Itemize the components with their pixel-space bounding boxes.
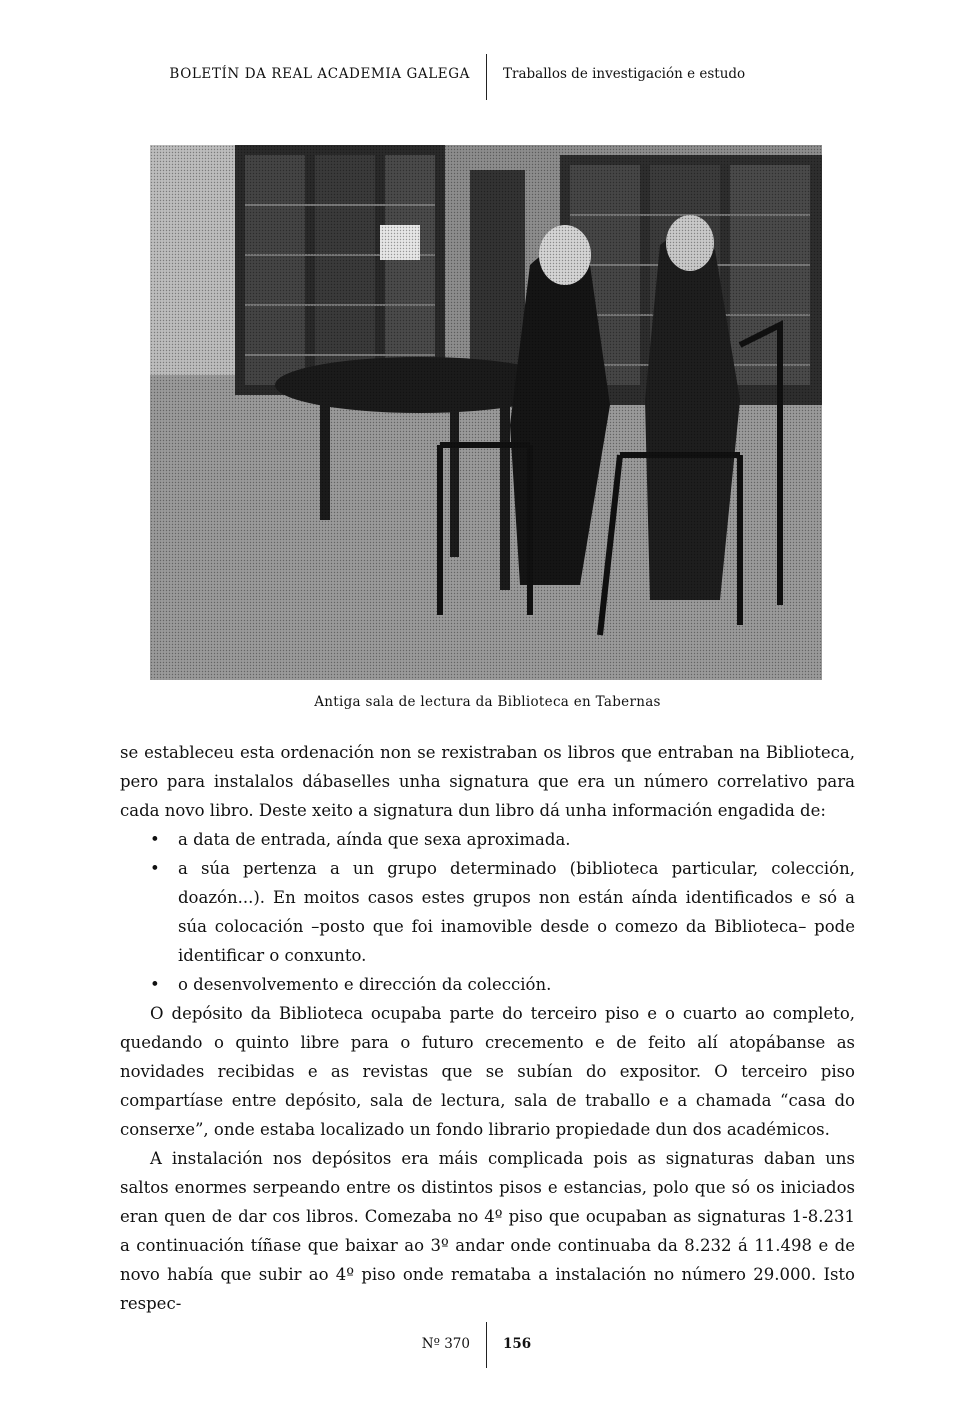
bullet-glyph: • xyxy=(150,859,160,878)
bullet-text-2: a súa pertenza a un grupo determinado (biblioteca particular, colección, doazón...). En moitos casos estes grupos non están aínda identificados e só a súa colocación –posto que foi inamovible desde o comezo da Biblioteca– pode identificar o conxunto. xyxy=(178,859,855,965)
bullet-list xyxy=(120,825,855,999)
header-divider xyxy=(486,54,487,100)
paragraph-2: O depósito da Biblioteca ocupaba parte do terceiro piso e o cuarto ao completo, quedando o quinto libre para o futuro crecemento e de feito alí atopábanse as novidades recibidas e as revistas que se subían do expositor. O terceiro piso compartíase entre depósito, sala de lectura, sala de traballo e a chamada “casa do conserxe”, onde estaba localizado un fondo librario propiedade dun dos académicos. xyxy=(120,1004,855,1139)
journal-title: BOLETÍN DA REAL ACADEMIA GALEGA xyxy=(169,66,470,82)
figure-caption: Antiga sala de lectura da Biblioteca en Tabernas xyxy=(314,694,661,710)
paragraph-3: A instalación nos depósitos era máis complicada pois as signaturas daban uns saltos enormes serpeando entre os distintos pisos e estancias, polo que só os iniciados eran quen de dar cos libros. Comezaba no 4º piso que ocupaban as signaturas 1-8.231 a continuación tíñase que baixar ao 3º andar onde continuaba da 8.232 á 11.498 e de novo había que subir ao 4º piso onde remataba a instalación no número 29.000. Isto respec- xyxy=(120,1149,855,1313)
page-footer xyxy=(0,1322,975,1370)
issue-number: Nº 370 xyxy=(421,1336,470,1352)
bullet-glyph: • xyxy=(150,975,160,994)
library-reading-room-photo xyxy=(150,145,822,680)
bullet-text-1: a data de entrada, aínda que sexa aproximada. xyxy=(178,830,571,849)
bullet-text-3: o desenvolvemento e dirección da colección. xyxy=(178,975,552,994)
bullet-item-3 xyxy=(120,970,855,999)
bullet-glyph: • xyxy=(150,830,160,849)
page-number: 156 xyxy=(503,1336,532,1352)
paragraph-1: se estableceu esta ordenación non se rexistraban os libros que entraban na Biblioteca, pero para instalalos dábaselles unha signatura que era un número correlativo para cada novo libro. Deste xeito a signatura dun libro dá unha información engadida de: xyxy=(120,743,855,820)
bullet-item-1 xyxy=(120,825,855,854)
body-text xyxy=(120,738,855,1318)
section-title: Traballos de investigación e estudo xyxy=(503,66,746,82)
bullet-item-2 xyxy=(120,854,855,970)
running-header xyxy=(0,50,975,100)
footer-divider xyxy=(486,1322,487,1368)
